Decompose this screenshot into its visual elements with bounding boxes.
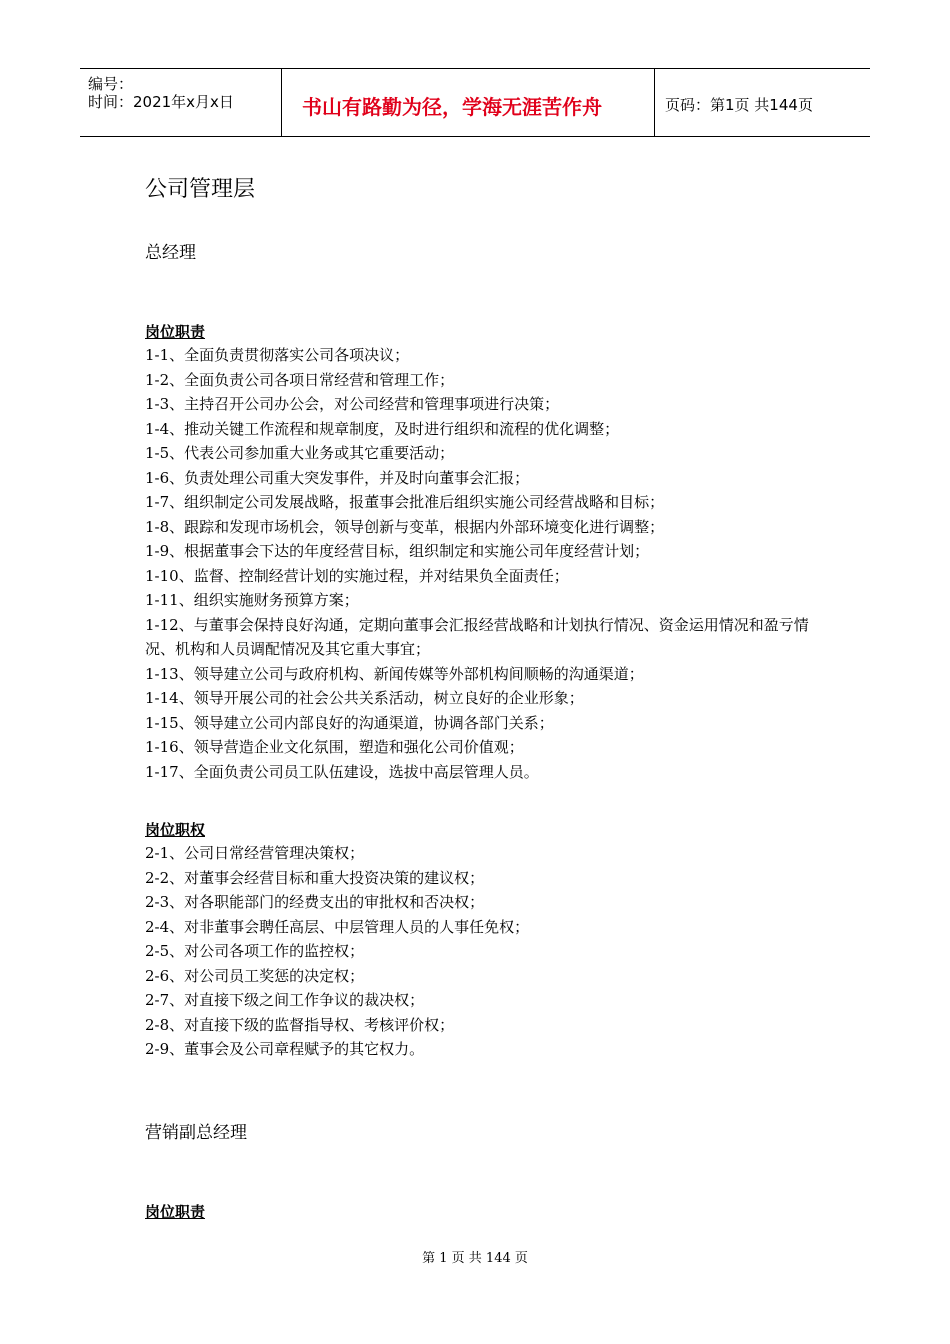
- duty-item: 1-5、代表公司参加重大业务或其它重要活动；: [145, 444, 455, 462]
- right-item: 2-2、对董事会经营目标和重大投资决策的建议权；: [145, 868, 485, 887]
- header-page-info: 页码：第1页 共144页: [665, 96, 813, 114]
- document-title: 公司管理层: [145, 177, 256, 202]
- page-header: [80, 68, 870, 137]
- right-item: 2-4、对非董事会聘任高层、中层管理人员的人事任免权；: [145, 917, 530, 936]
- duty-item: 1-12、与董事会保持良好沟通，定期向董事会汇报经营战略和计划执行情况、资金运用情况和盈亏情况、机构和人员调配情况及其它重大事宜；: [145, 615, 809, 658]
- position-heading-marketing-vp: 营销副总经理: [145, 1123, 247, 1143]
- duties-list: [145, 343, 810, 784]
- page-footer: 第 1 页 共 144 页: [422, 1251, 528, 1266]
- right-item: 2-9、董事会及公司章程赋予的其它权力。: [145, 1040, 425, 1058]
- position-heading-general-manager: 总经理: [145, 243, 196, 263]
- right-item: 2-1、公司日常经营管理决策权；: [145, 844, 365, 862]
- duties-heading-marketing-vp: 岗位职责: [145, 1203, 206, 1221]
- duty-item: 1-17、全面负责公司员工队伍建设，选拔中高层管理人员。: [145, 762, 539, 781]
- document-number-label: 编号：: [88, 75, 134, 93]
- duty-item: 1-6、负责处理公司重大突发事件，并及时向董事会汇报；: [145, 468, 530, 487]
- duty-item: 1-16、领导营造企业文化氛围，塑造和强化公司价值观；: [145, 738, 524, 756]
- right-item: 2-6、对公司员工奖惩的决定权；: [145, 966, 365, 985]
- duty-item: 1-7、组织制定公司发展战略，报董事会批准后组织实施公司经营战略和目标；: [145, 493, 665, 511]
- header-motto: 书山有路勤为径，学海无涯苦作舟: [302, 95, 602, 119]
- right-item: 2-5、对公司各项工作的监控权；: [145, 942, 365, 960]
- duty-item: 1-13、领导建立公司与政府机构、新闻传媒等外部机构间顺畅的沟通渠道；: [145, 664, 644, 683]
- header-right-cell: [655, 69, 870, 136]
- duty-item: 1-4、推动关键工作流程和规章制度，及时进行组织和流程的优化调整；: [145, 419, 620, 438]
- duty-item: 1-8、跟踪和发现市场机会，领导创新与变革，根据内外部环境变化进行调整；: [145, 517, 665, 536]
- duty-item: 1-15、领导建立公司内部良好的沟通渠道，协调各部门关系；: [145, 713, 554, 732]
- duty-item: 1-3、主持召开公司办公会，对公司经营和管理事项进行决策；: [145, 395, 560, 413]
- header-left-cell: [80, 69, 282, 136]
- header-motto-cell: [282, 69, 655, 136]
- duty-item: 1-1、全面负责贯彻落实公司各项决议；: [145, 346, 410, 364]
- right-item: 2-8、对直接下级的监督指导权、考核评价权；: [145, 1015, 455, 1034]
- duty-item: 1-9、根据董事会下达的年度经营目标，组织制定和实施公司年度经营计划；: [145, 542, 650, 560]
- duty-item: 1-10、监督、控制经营计划的实施过程，并对结果负全面责任；: [145, 566, 569, 585]
- right-item: 2-7、对直接下级之间工作争议的裁决权；: [145, 991, 425, 1009]
- right-item: 2-3、对各职能部门的经费支出的审批权和否决权；: [145, 893, 485, 911]
- duty-item: 1-11、组织实施财务预算方案；: [145, 591, 359, 609]
- duty-item: 1-2、全面负责公司各项日常经营和管理工作；: [145, 370, 455, 389]
- duty-item: 1-14、领导开展公司的社会公共关系活动，树立良好的企业形象；: [145, 689, 584, 707]
- rights-list: [145, 841, 810, 1062]
- duties-heading: 岗位职责: [145, 323, 206, 341]
- rights-heading: 岗位职权: [145, 821, 206, 839]
- document-time-label: 时间：2021年x月x日: [88, 93, 234, 111]
